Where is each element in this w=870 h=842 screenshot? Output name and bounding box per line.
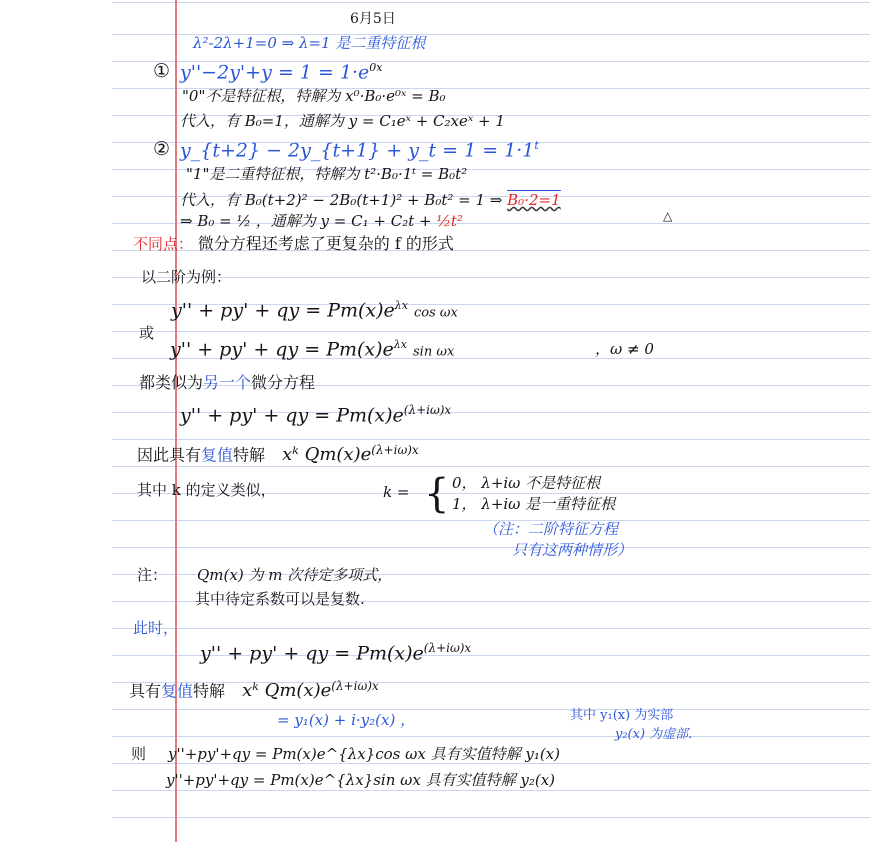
example-1-line-2: "0"不是特征根，特解为 x⁰·B₀·e⁰ˣ = B₀	[182, 87, 446, 105]
has-exponent: (λ+iω)x	[331, 679, 379, 693]
note-line-1: Qm(x) 为 m 次待定多项式，	[197, 566, 393, 584]
example-1-lhs: y''−2y'+y = 1 = 1·e	[180, 61, 370, 84]
split-note-2: y₂(x) 为虚部.	[615, 727, 693, 742]
therefore-exponent: (λ+iω)x	[371, 443, 419, 457]
has-middle: 特解	[193, 681, 226, 701]
equation-cos-main: y'' + py' + qy = Pm(x)e	[171, 299, 395, 322]
note-label: 注：	[137, 566, 168, 584]
equation-cos-exponent: λx	[394, 299, 408, 312]
difference-label: 不同点：	[133, 235, 194, 253]
example-2-marker: ②	[153, 138, 171, 160]
therefore-prefix: 因此具有	[137, 445, 202, 465]
difference-text: 微分方程还考虑了更复杂的 f 的形式	[197, 234, 454, 253]
k-case-1: 1， λ+iω 是一重特征根	[452, 495, 616, 513]
real-solution-2: y''+py'+qy = Pm(x)e^{λx}sin ωx 具有实值特解 y₂(x)	[166, 771, 556, 789]
equation-complex-exponent: (λ+iω)x	[403, 403, 452, 417]
k-definition-label: 其中 k 的定义类似，	[137, 481, 276, 499]
therefore-formula: xᵏ Qm(x)e	[282, 444, 372, 466]
equation-complex-main: y'' + py' + qy = Pm(x)e	[180, 404, 404, 427]
equation-cos	[171, 300, 458, 320]
this-time-label: 此时，	[133, 619, 179, 637]
characteristic-note: λ²-2λ+1=0 ⇒ λ=1 是二重特征根	[193, 34, 426, 52]
example-2-line-2: "1"是二重特征根，特解为 t²·B₀·1ᵗ = B₀t²	[186, 165, 468, 183]
equation-complex-2-exponent: (λ+iω)x	[423, 641, 472, 655]
example-2-equation	[180, 140, 539, 160]
therefore-middle: 特解	[233, 445, 266, 465]
example-1-line-3: 代入，有 B₀=1，通解为 y = C₁eˣ + C₂xeˣ + 1	[180, 112, 505, 130]
omega-condition: ，ω ≠ 0	[595, 340, 654, 358]
triangle-mark: △	[663, 209, 673, 223]
split-note-1-text: 其中 y₁(x) 为实部	[570, 708, 674, 723]
split-equation: = y₁(x) + i·y₂(x) ，	[277, 711, 416, 729]
example-2-line-3	[180, 193, 561, 208]
example-2-line-3-text: 代入，有 B₀(t+2)² − 2B₀(t+1)² + B₀t² = 1 ⇒	[180, 191, 503, 209]
similar-prefix: 都类似为	[139, 373, 204, 392]
therefore-line	[137, 444, 419, 464]
split-note-1	[570, 709, 673, 722]
equation-cos-tail: cos ωx	[414, 305, 458, 321]
has-prefix: 具有	[129, 681, 162, 701]
similar-suffix: 微分方程	[251, 373, 316, 392]
has-formula: xᵏ Qm(x)e	[242, 680, 332, 702]
note-line-2: 其中待定系数可以是复数.	[195, 590, 365, 608]
similar-line	[139, 375, 315, 391]
real-solution-1: y''+py'+qy = Pm(x)e^{λx}cos ωx 具有实值特解 y₁(x)	[168, 745, 560, 763]
then-label: 则	[131, 745, 147, 763]
equation-sin-exponent: λx	[393, 338, 407, 351]
has-highlight: 复值	[161, 681, 194, 701]
equation-sin-tail: sin ωx	[413, 344, 455, 360]
therefore-highlight: 复值	[201, 445, 234, 465]
k-case-0: 0， λ+iω 不是特征根	[452, 474, 601, 492]
margin-line	[175, 0, 177, 842]
example-1-marker: ①	[153, 60, 171, 82]
example-2-line-4	[180, 214, 463, 229]
k-equals: k =	[383, 483, 410, 501]
cases-brace: {	[424, 471, 450, 517]
example-2-exponent: t	[534, 139, 539, 152]
equation-complex-2	[200, 642, 471, 663]
blue-note-2: 只有这两种情形）	[512, 541, 633, 559]
example-2-line-4-highlight: ½t²	[436, 212, 463, 230]
equation-sin	[170, 339, 454, 359]
equation-complex	[180, 404, 451, 425]
example-1-exponent: 0x	[369, 61, 383, 74]
date-heading: 6月5日	[350, 11, 396, 27]
equation-complex-2-main: y'' + py' + qy = Pm(x)e	[200, 642, 424, 665]
or-label: 或	[139, 324, 155, 342]
example-1-equation	[180, 62, 382, 82]
has-line	[129, 680, 379, 700]
example-2-highlight: B₀·2=1	[507, 191, 561, 209]
difference-line	[133, 236, 454, 252]
example-2-line-4-text: ⇒ B₀ = ½ ，通解为 y = C₁ + C₂t +	[180, 212, 437, 230]
similar-highlight: 另一个	[203, 373, 252, 392]
equation-sin-main: y'' + py' + qy = Pm(x)e	[170, 338, 394, 361]
example-2-lhs: y_{t+2} − 2y_{t+1} + y_t = 1 = 1·1	[180, 139, 535, 162]
blue-note-1: （注：二阶特征方程	[483, 520, 619, 538]
second-order-label: 以二阶为例：	[141, 268, 232, 286]
